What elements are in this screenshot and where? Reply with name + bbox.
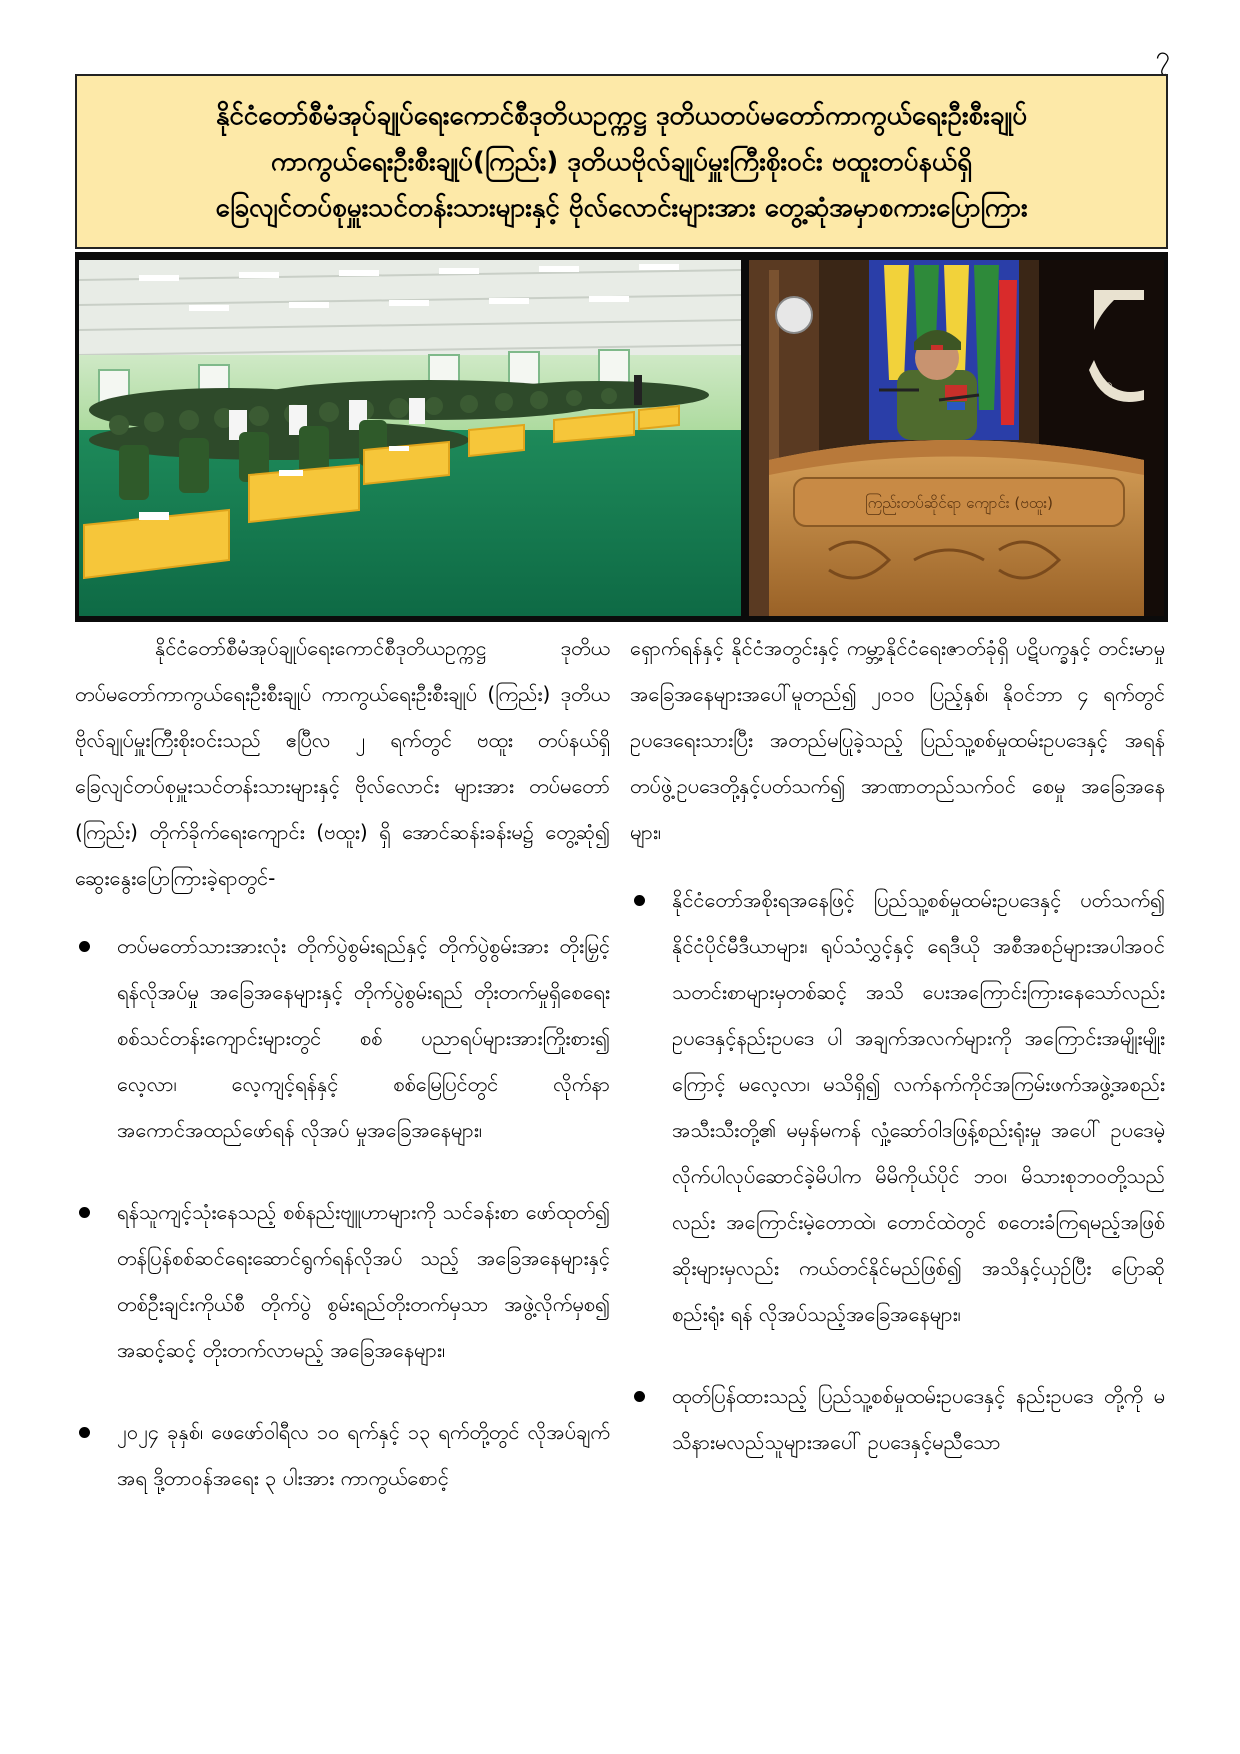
bullet-text: ထုတ်ပြန်ထားသည့် ပြည်သူ့စစ်မှုထမ်းဥပဒေနှင့် နည်းဥပဒေ တို့ကို မသိနားမလည်သူများအပေါ် ဥပဒေနှင့်မညီသော: [672, 1384, 1165, 1454]
bullet-icon: [79, 1427, 90, 1438]
bullet-icon: [79, 941, 90, 952]
bullet-icon: [634, 895, 645, 906]
bullet-text: ၂၀၂၄ ခုနှစ်၊ ဖေဖော်ဝါရီလ ၁၀ ရက်နှင့် ၁၃ ရက်တို့တွင် လိုအပ်ချက်အရ ဒို့တာဝန်အရေး ၃ ပါးအား ကာကွယ်စောင့်: [117, 1420, 610, 1490]
headline-line-2: ကာကွယ်ရေးဦးစီးချုပ်(ကြည်း) ဒုတိယဗိုလ်ချုပ်မှူးကြီးစိုးဝင်း ဗထူးတပ်နယ်ရှိ: [270, 146, 973, 177]
page-number: ၇: [1155, 41, 1170, 71]
bullet-text: နိုင်ငံတော်အစိုးရအနေဖြင့် ပြည်သူ့စစ်မှုထမ်းဥပဒေနှင့် ပတ်သက်၍ နိုင်ငံပိုင်မီဒီယာများ၊ ရုပ်သံလွှင့်နှင့် ရေဒီယို အစီအစဉ်များအပါအဝင် သတင်းစာများမှတစ်ဆင့် အသိ ပေးအကြောင်းကြားနေသော်လည်း ဥပဒေနှင့်နည်းဥပဒေ ပါ အချက်အလက်များကို အကြောင်းအမျိုးမျိုးကြောင့် မလေ့လာ၊ မသိရှိ၍ လက်နက်ကိုင်အကြမ်းဖက်အဖွဲ့အစည်း အသီးသီးတို့၏ မမှန်မကန် လှုံ့ဆော်ဝါဒဖြန့်စည်းရုံးမှု အပေါ် ဥပဒေမဲ့လိုက်ပါလုပ်ဆောင်ခဲ့မိပါက မိမိကိုယ်ပိုင် ဘဝ၊ မိသားစုဘဝတို့သည်လည်း အကြောင်းမဲ့တောထဲ၊ တောင်ထဲတွင် စတေးခံကြရမည့်အဖြစ်ဆိုးများမှလည်း ကယ်တင်နိုင်မည်ဖြစ်၍ အသိနှင့်ယှဉ်ပြီး ပြောဆိုစည်းရုံး ရန် လိုအပ်သည့်အခြေအနေများ၊: [672, 888, 1165, 1326]
article-intro: နိုင်ငံတော်စီမံအုပ်ချုပ်ရေးကောင်စီဒုတိယဥက္ကဋ္ဌ ဒုတိယ တပ်မတော်ကာကွယ်ရေးဦးစီးချုပ် ကာကွယ်ရေးဦးစီးချုပ် (ကြည်း) ဒုတိယဗိုလ်ချုပ်မှူးကြီးစိုးဝင်းသည် ဧပြီလ ၂ ရက်တွင် ဗထူး တပ်နယ်ရှိ ခြေလျင်တပ်စုမှူးသင်တန်းသားများနှင့် ဗိုလ်လောင်း များအား တပ်မတော် (ကြည်း) တိုက်ခိုက်ရေးကျောင်း (ဗထူး) ရှိ အောင်ဆန်းခန်းမ၌ တွေ့ဆုံ၍ ဆွေးနွေးပြောကြားခဲ့ရာတွင်-: [75, 636, 610, 890]
photo-corner-mark: ဝ၇: [1099, 377, 1113, 391]
podium-inscription: ကြည်းတပ်ဆိုင်ရာ ကျောင်း (ဗထူး): [865, 494, 1053, 512]
left-bullet-list: [75, 923, 610, 1501]
bullet-icon: [79, 1207, 90, 1218]
right-bullet-list: [630, 877, 1165, 1465]
bullet-text: တပ်မတော်သားအားလုံး တိုက်ပွဲစွမ်းရည်နှင့် တိုက်ပွဲစွမ်းအား တိုးမြှင့်ရန်လိုအပ်မှု အခြေအနေများနှင့် တိုက်ပွဲစွမ်းရည် တိုးတက်မှုရှိစေရေး စစ်သင်တန်းကျောင်းများတွင် စစ် ပညာရပ်များအားကြိုးစား၍ လေ့လာ၊ လေ့ကျင့်ရန်နှင့် စစ်မြေပြင်တွင် လိုက်နာအကောင်အထည်ဖော်ရန် လိုအပ် မှုအခြေအနေများ၊: [117, 934, 610, 1142]
list-item: [75, 1409, 610, 1501]
bullet-text: ရန်သူကျင့်သုံးနေသည့် စစ်နည်းဗျူဟာများကို သင်ခန်းစာ ဖော်ထုတ်၍ တန်ပြန်စစ်ဆင်ရေးဆောင်ရွက်ရန်လိုအပ် သည့် အခြေအနေများနှင့် တစ်ဦးချင်းကိုယ်စီ တိုက်ပွဲ စွမ်းရည်တိုးတက်မှသာ အဖွဲ့လိုက်မှစ၍ အဆင့်ဆင့် တိုးတက်လာမည့် အခြေအနေများ၊: [117, 1200, 610, 1362]
headline-line-3: ခြေလျင်တပ်စုမှူးသင်တန်းသားများနှင့် ဗိုလ်လောင်းများအား တွေ့ဆုံအမှာစကားပြောကြား: [215, 192, 1028, 223]
article-left-column: [75, 625, 610, 1537]
auditorium-audience-photo: [79, 260, 741, 616]
list-item: [75, 923, 610, 1153]
list-item: [630, 877, 1165, 1337]
speaker-at-podium-photo: [749, 260, 1164, 616]
article-right-column: [630, 625, 1165, 1501]
list-item: [75, 1189, 610, 1373]
headline-line-1: နိုင်ငံတော်စီမံအုပ်ချုပ်ရေးကောင်စီဒုတိယဥက္ကဋ္ဌ ဒုတိယတပ်မတော်ကာကွယ်ရေးဦးစီးချုပ်: [215, 100, 1028, 131]
article-continuation: ရှောက်ရန်နှင့် နိုင်ငံအတွင်းနှင့် ကမ္ဘာ့နိုင်ငံရေးဇာတ်ခုံရှိ ပဋိပက္ခနှင့် တင်းမာမှုအခြေအနေများအပေါ်မူတည်၍ ၂၀၁၀ ပြည့်နှစ်၊ နိုဝင်ဘာ ၄ ရက်တွင် ဥပဒေရေးသားပြီး အတည်မပြုခဲ့သည့် ပြည်သူ့စစ်မှုထမ်းဥပဒေနှင့် အရန် တပ်ဖွဲ့ဥပဒေတို့နှင့်ပတ်သက်၍ အာဏာတည်သက်ဝင် စေမှု အခြေအနေများ၊: [630, 636, 1165, 844]
photo-strip: [75, 252, 1168, 622]
bullet-icon: [634, 1391, 645, 1402]
headline-box: [75, 74, 1168, 249]
list-item: [630, 1373, 1165, 1465]
